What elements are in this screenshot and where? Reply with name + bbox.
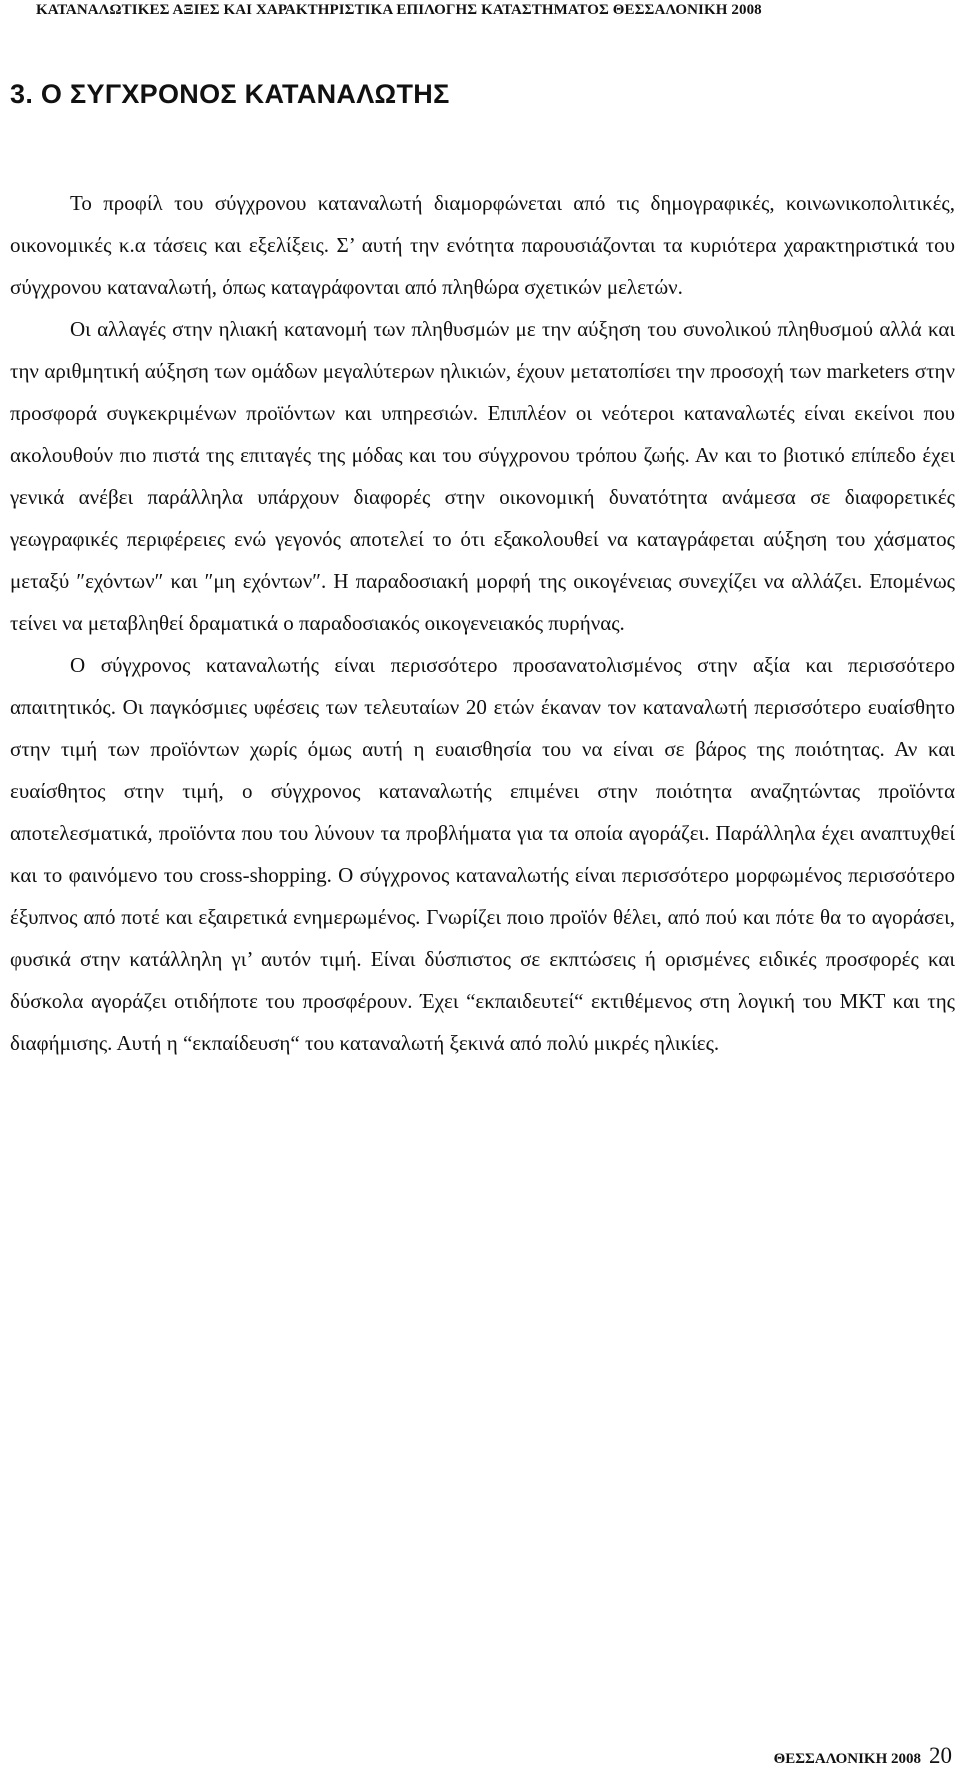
page-footer (774, 1743, 952, 1769)
paragraph-demographics: Οι αλλαγές στην ηλιακή κατανομή των πληθυσμών με την αύξηση του συνολικού πληθυσμού αλλά και την αριθμητική αύξηση των ομάδων μεγαλύτερων ηλικιών, έχουν μετατοπίσει την προσοχή των marketers στην προσφορά συγκεκριμένων προϊόντων και υπηρεσιών. Επιπλέον οι νεότεροι καταναλωτές είναι εκείνοι που ακολουθούν πιο πιστά της επιταγές της μόδας και του σύγχρονου τρόπου ζωής. Αν και το βιοτικό επίπεδο έχει γενικά ανέβει παράλληλα υπάρχουν διαφορές στην οικονομική δυνατότητα ανάμεσα σε διαφορετικές γεωγραφικές περιφέρειες ενώ γεγονός αποτελεί το ότι εξακολουθεί να καταγράφεται αύξηση του χάσματος μεταξύ ″εχόντων″ και ″μη εχόντων″. Η παραδοσιακή μορφή της οικογένειας συνεχίζει να αλλάζει. Επομένως τείνει να μεταβληθεί δραματικά ο παραδοσιακός οικογενειακός πυρήνας. (10, 317, 955, 635)
paragraph-intro: Το προφίλ του σύγχρονου καταναλωτή διαμορφώνεται από τις δημογραφικές, κοινωνικοπολιτικές, οικονομικές κ.α τάσεις και εξελίξεις. Σ’ αυτή την ενότητα παρουσιάζονται τα κυριότερα χαρακτηριστικά του σύγχρονου καταναλωτή, όπως καταγράφονται από πληθώρα σχετικών μελετών. (10, 191, 955, 299)
footer-city-year: ΘΕΣΣΑΛΟΝΙΚΗ 2008 (773, 1751, 921, 1767)
section-heading: 3. Ο ΣΥΓΧΡΟΝΟΣ ΚΑΤΑΝΑΛΩΤΗΣ (10, 79, 450, 109)
page-number: 20 (929, 1743, 952, 1768)
paragraph-modern-consumer: Ο σύγχρονος καταναλωτής είναι περισσότερο προσανατολισμένος στην αξία και περισσότερο απαιτητικός. Οι παγκόσμιες υφέσεις των τελευταίων 20 ετών έκαναν τον καταναλωτή περισσότερο ευαίσθητο στην τιμή των προϊόντων χωρίς όμως αυτή η ευαισθησία του να είναι σε βάρος της ποιότητας. Αν και ευαίσθητος στην τιμή, ο σύγχρονος καταναλωτής επιμένει στην ποιότητα αναζητώντας προϊόντα αποτελεσματικά, προϊόντα που του λύνουν τα προβλήματα για τα οποία αγοράζει. Παράλληλα έχει αναπτυχθεί και το φαινόμενο του cross-shopping. Ο σύγχρονος καταναλωτής είναι περισσότερο μορφωμένος περισσότερο έξυπνος από ποτέ και εξαιρετικά ενημερωμένος. Γνωρίζει ποιο προϊόν θέλει, από πού και πότε θα το αγοράσει, φυσικά στην κατάλληλη γι’ αυτόν τιμή. Είναι δύσπιστος σε εκπτώσεις ή ορισμένες ειδικές προσφορές και δύσκολα αγοράζει οτιδήποτε του προσφέρουν. Έχει “εκπαιδευτεί“ εκτιθέμενος στη λογική του ΜΚΤ και της διαφήμισης. Αυτή η “εκπαίδευση“ του καταναλωτή ξεκινά από πολύ μικρές ηλικίες. (10, 653, 955, 1055)
running-header: ΚΑΤΑΝΑΛΩΤΙΚΕΣ ΑΞΙΕΣ ΚΑΙ ΧΑΡΑΚΤΗΡΙΣΤΙΚΑ ΕΠΙΛΟΓΗΣ ΚΑΤΑΣΤΗΜΑΤΟΣ ΘΕΣΣΑΛΟΝΙΚΗ 2008 (36, 2, 762, 18)
body-text (10, 182, 955, 1064)
